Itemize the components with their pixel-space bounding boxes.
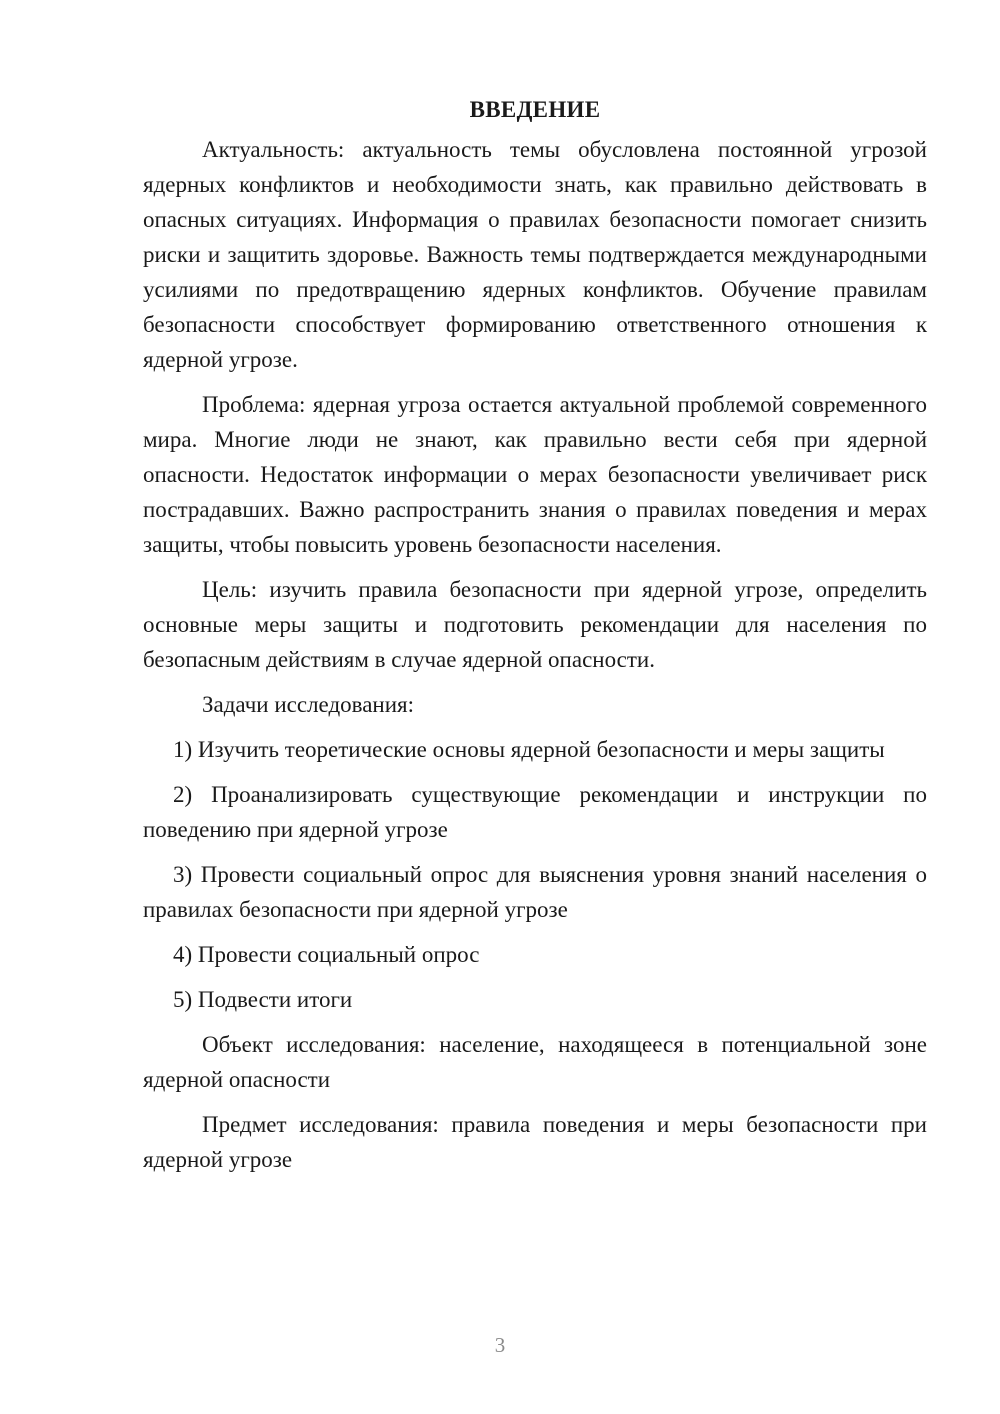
goal-paragraph: Цель: изучить правила безопасности при ядерной угрозе, определить основные меры защиты и подготовить рекомендации для населения по безопасным действиям в случае ядерной опасности.	[143, 577, 927, 672]
relevance-paragraph: Актуальность: актуальность темы обусловлена постоянной угрозой ядерных конфликтов и необходимости знать, как правильно действовать в опасных ситуациях. Информация о правилах безопасности помогает снизить риски и защитить здоровье. Важность темы подтверждается международными усилиями по предотвращению ядерных конфликтов. Обучение правилам безопасности способствует формированию ответственного отношения к ядерной угрозе.	[143, 137, 927, 372]
tasks-title: Задачи исследования:	[202, 692, 415, 717]
object-paragraph: Объект исследования: население, находящееся в потенциальной зоне ядерной опасности	[143, 1032, 927, 1092]
subject-paragraph: Предмет исследования: правила поведения и меры безопасности при ядерной угрозе	[143, 1112, 927, 1172]
list-item: 5) Подвести итоги	[173, 987, 353, 1012]
list-item: 3) Провести социальный опрос для выяснения уровня знаний населения о правилах безопасности при ядерной угрозе	[143, 862, 927, 922]
tasks-list	[143, 732, 927, 1017]
list-item: 4) Провести социальный опрос	[173, 942, 480, 967]
page-number: 3	[494, 1333, 506, 1357]
document-page	[143, 92, 927, 1187]
list-item: 2) Проанализировать существующие рекомендации и инструкции по поведению при ядерной угрозе	[143, 782, 927, 842]
section-heading: ВВЕДЕНИЕ	[469, 97, 601, 122]
problem-paragraph: Проблема: ядерная угроза остается актуальной проблемой современного мира. Многие люди не знают, как правильно вести себя при ядерной опасности. Недостаток информации о мерах безопасности увеличивает риск пострадавших. Важно распространить знания о правилах поведения и мерах защиты, чтобы повысить уровень безопасности населения.	[143, 392, 927, 557]
list-item: 1) Изучить теоретические основы ядерной безопасности и меры защиты	[173, 737, 885, 762]
